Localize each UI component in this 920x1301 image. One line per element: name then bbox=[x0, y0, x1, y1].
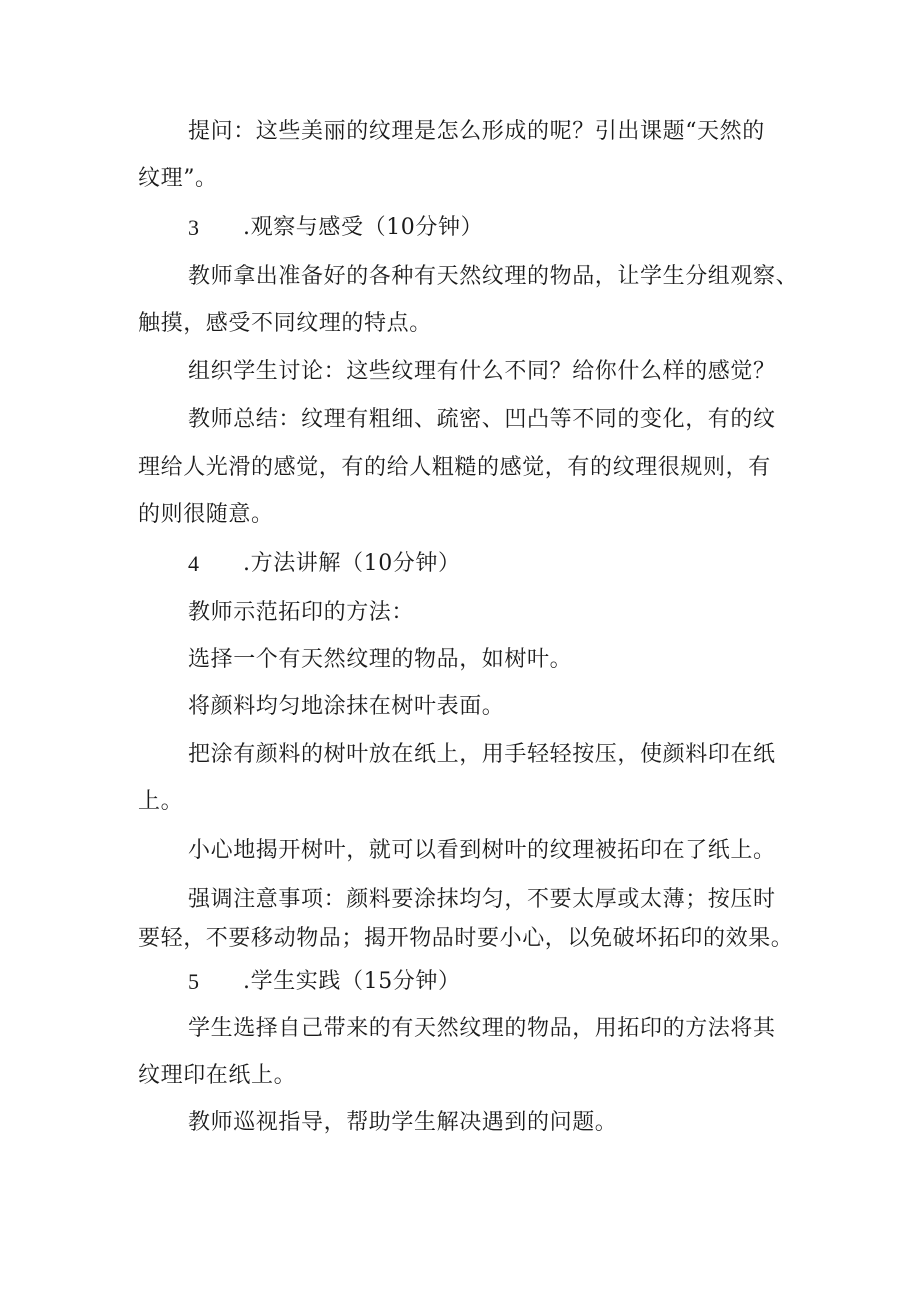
paragraph-line: 教师巡视指导，帮助学生解决遇到的问题。 bbox=[188, 1110, 618, 1135]
paragraph-line: 教师拿出准备好的各种有天然纹理的物品，让学生分组观察、 bbox=[188, 264, 799, 289]
section-heading: .学生实践（15分钟） bbox=[243, 969, 461, 994]
section-number: 4 bbox=[188, 551, 199, 576]
paragraph-line: 要轻，不要移动物品；揭开物品时要小心，以免破坏拓印的效果。 bbox=[138, 926, 794, 951]
paragraph-line: 小心地揭开树叶，就可以看到树叶的纹理被拓印在了纸上。 bbox=[188, 838, 776, 863]
section-number: 3 bbox=[188, 215, 199, 240]
paragraph-line: 教师总结：纹理有粗细、疏密、凹凸等不同的变化，有的纹 bbox=[188, 407, 776, 432]
paragraph-line: 把涂有颜料的树叶放在纸上，用手轻轻按压，使颜料印在纸 bbox=[188, 742, 776, 767]
paragraph-line: 触摸，感受不同纹理的特点。 bbox=[138, 311, 432, 336]
section-number: 5 bbox=[188, 969, 199, 994]
paragraph-line: 理给人光滑的感觉，有的给人粗糙的感觉，有的纹理很规则，有 bbox=[138, 455, 771, 480]
paragraph-line: 纹理印在纸上。 bbox=[138, 1063, 297, 1088]
paragraph-line: 组织学生讨论：这些纹理有什么不同？给你什么样的感觉？ bbox=[188, 359, 776, 384]
paragraph-line: 提问：这些美丽的纹理是怎么形成的呢？引出课题“天然的 bbox=[188, 119, 765, 144]
paragraph-line: 将颜料均匀地涂抹在树叶表面。 bbox=[188, 694, 505, 719]
paragraph-line: 强调注意事项：颜料要涂抹均匀，不要太厚或太薄；按压时 bbox=[188, 887, 776, 912]
paragraph-line: 教师示范拓印的方法： bbox=[188, 600, 415, 625]
paragraph-line: 上。 bbox=[138, 789, 184, 814]
section-heading: .观察与感受（10分钟） bbox=[243, 215, 484, 240]
paragraph-line: 纹理”。 bbox=[138, 166, 218, 191]
section-heading: .方法讲解（10分钟） bbox=[243, 551, 461, 576]
paragraph-line: 选择一个有天然纹理的物品，如树叶。 bbox=[188, 647, 573, 672]
paragraph-line: 学生选择自己带来的有天然纹理的物品，用拓印的方法将其 bbox=[188, 1016, 776, 1041]
paragraph-line: 的则很随意。 bbox=[138, 502, 274, 527]
